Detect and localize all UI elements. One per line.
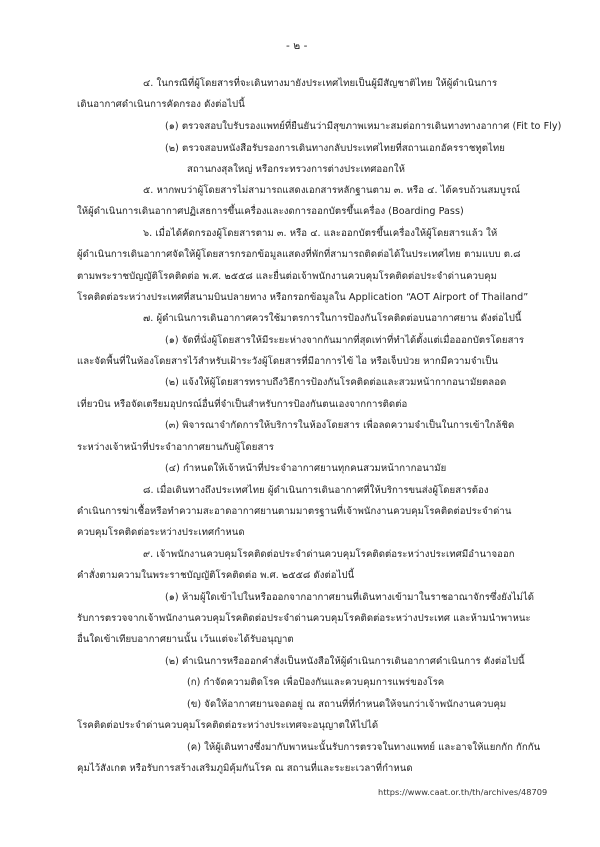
item-4-1-line-1: (๑) ตรวจสอบใบรับรองแพทย์ที่ยืนยันว่ามีสุขภาพเหมาะสมต่อการเดินทางทางอากาศ (Fit to Fly) xyxy=(165,121,562,132)
item-9-2-line-1: (๒) ดำเนินการหรือออกคำสั่งเป็นหนังสือให้ผู้ดำเนินการเดินอากาศดำเนินการ ดังต่อไปนี้ xyxy=(165,656,525,667)
item-6-line-1: ๖. เมื่อได้คัดกรองผู้โดยสารตาม ๓. หรือ ๔. และออกบัตรขึ้นเครื่องให้ผู้โดยสารแล้ว ให้ xyxy=(143,228,498,239)
item-7-2-line-1: (๒) แจ้งให้ผู้โดยสารทราบถึงวิธีการป้องกันโรคติดต่อและสวมหน้ากากอนามัยตลอด xyxy=(165,377,507,388)
item-8-line-3: ควบคุมโรคติดต่อระหว่างประเทศกำหนด xyxy=(77,527,245,538)
item-6-line-3: ตามพระราชบัญญัติโรคติดต่อ พ.ศ. ๒๕๕๘ และยื่นต่อเจ้าพนักงานควบคุมโรคติดต่อประจำด่านควบคุม xyxy=(77,271,497,282)
item-9-line-1: ๙. เจ้าพนักงานควบคุมโรคติดต่อประจำด่านควบคุมโรคติดต่อระหว่างประเทศมีอำนาจออก xyxy=(143,549,515,560)
item-9-1-line-3: อื่นใดเข้าเทียบอากาศยานนั้น เว้นแต่จะได้รับอนุญาต xyxy=(77,634,294,645)
page-number: - ๒ - xyxy=(286,40,308,52)
item-7-2-line-2: เที่ยวบิน หรือจัดเตรียมอุปกรณ์อื่นที่จำเป็นสำหรับการป้องกันตนเองจากการติดต่อ xyxy=(77,399,408,410)
item-9-1-line-2: รับการตรวจจากเจ้าพนักงานควบคุมโรคติดต่อประจำด่านควบคุมโรคติดต่อระหว่างประเทศ และห้ามนำพาหนะ xyxy=(77,613,531,624)
footer-url: https://www.caat.or.th/th/archives/48709 xyxy=(378,787,548,797)
item-9-2-a-line-1: (ก) กำจัดความติดโรค เพื่อป้องกันและควบคุมการแพร่ของโรค xyxy=(187,677,445,688)
item-5-line-1: ๕. หากพบว่าผู้โดยสารไม่สามารถแสดงเอกสารหลักฐานตาม ๓. หรือ ๔. ได้ครบถ้วนสมบูรณ์ xyxy=(143,185,521,196)
item-8-line-2: ดำเนินการฆ่าเชื้อหรือทำความสะอาดอากาศยานตามมาตรฐานที่เจ้าพนักงานควบคุมโรคติดต่อประจำด่าน xyxy=(77,506,512,517)
item-7-4-line-1: (๔) กำหนดให้เจ้าหน้าที่ประจำอากาศยานทุกคนสวมหน้ากากอนามัย xyxy=(165,463,447,474)
item-4-2-line-1: (๒) ตรวจสอบหนังสือรับรองการเดินทางกลับประเทศไทยที่สถานเอกอัครราชทูตไทย xyxy=(165,143,505,154)
item-5-line-2: ให้ผู้ดำเนินการเดินอากาศปฏิเสธการขึ้นเครื่องและงดการออกบัตรขึ้นเครื่อง (Boarding Pass) xyxy=(77,206,464,217)
item-9-2-c-line-1: (ค) ให้ผู้เดินทางซึ่งมากับพาหนะนั้นรับการตรวจในทางแพทย์ และอาจให้แยกกัก กักกัน xyxy=(187,742,541,753)
item-7-1-line-2: และจัดพื้นที่ในห้องโดยสารไว้สำหรับเฝ้าระวังผู้โดยสารที่มีอาการไข้ ไอ หรือเจ็บป่วย หากมีความจำเป็น xyxy=(77,356,498,367)
item-4-line-1: ๔. ในกรณีที่ผู้โดยสารที่จะเดินทางมายังประเทศไทยเป็นผู้มีสัญชาติไทย ให้ผู้ดำเนินการ xyxy=(143,78,498,89)
item-7-1-line-1: (๑) จัดที่นั่งผู้โดยสารให้มีระยะห่างจากกันมากที่สุดเท่าที่ทำได้ตั้งแต่เมื่อออกบัตรโดยสาร xyxy=(165,335,525,346)
item-9-2-c-line-2: คุมไว้สังเกต หรือรับการสร้างเสริมภูมิคุ้มกันโรค ณ สถานที่และระยะเวลาที่กำหนด xyxy=(77,763,413,774)
item-7-line-1: ๗. ผู้ดำเนินการเดินอากาศควรใช้มาตรการในการป้องกันโรคติดต่อบนอากาศยาน ดังต่อไปนี้ xyxy=(143,313,522,324)
item-7-3-line-1: (๓) พิจารณาจำกัดการให้บริการในห้องโดยสาร เพื่อลดความจำเป็นในการเข้าใกล้ชิด xyxy=(165,420,515,431)
item-6-line-2: ผู้ดำเนินการเดินอากาศจัดให้ผู้โดยสารกรอกข้อมูลแสดงที่พักที่สามารถติดต่อได้ในประเทศไทย ตามแบบ ต.๘ xyxy=(77,249,521,260)
item-4-line-2: เดินอากาศดำเนินการคัดกรอง ดังต่อไปนี้ xyxy=(77,99,245,110)
item-8-line-1: ๘. เมื่อเดินทางถึงประเทศไทย ผู้ดำเนินการเดินอากาศที่ให้บริการขนส่งผู้โดยสารต้อง xyxy=(143,485,489,496)
item-4-2-line-2: สถานกงสุลใหญ่ หรือกระทรวงการต่างประเทศออกให้ xyxy=(187,164,406,175)
item-7-3-line-2: ระหว่างเจ้าหน้าที่ประจำอากาศยานกับผู้โดยสาร xyxy=(77,442,274,453)
item-6-line-4: โรคติดต่อระหว่างประเทศที่สนามบินปลายทาง หรือกรอกข้อมูลใน Application “AOT Airport of Thailand” xyxy=(77,292,529,303)
item-9-2-b-line-2: โรคติดต่อประจำด่านควบคุมโรคติดต่อระหว่างประเทศจะอนุญาตให้ไปได้ xyxy=(77,720,379,731)
item-9-1-line-1: (๑) ห้ามผู้ใดเข้าไปในหรือออกจากอากาศยานที่เดินทางเข้ามาในราชอาณาจักรซึ่งยังไม่ได้ xyxy=(165,592,535,603)
item-9-line-2: คำสั่งตามความในพระราชบัญญัติโรคติดต่อ พ.ศ. ๒๕๕๘ ดังต่อไปนี้ xyxy=(77,570,355,581)
item-9-2-b-line-1: (ข) จัดให้อากาศยานจอดอยู่ ณ สถานที่ที่กำหนดให้จนกว่าเจ้าพนักงานควบคุม xyxy=(187,699,507,710)
